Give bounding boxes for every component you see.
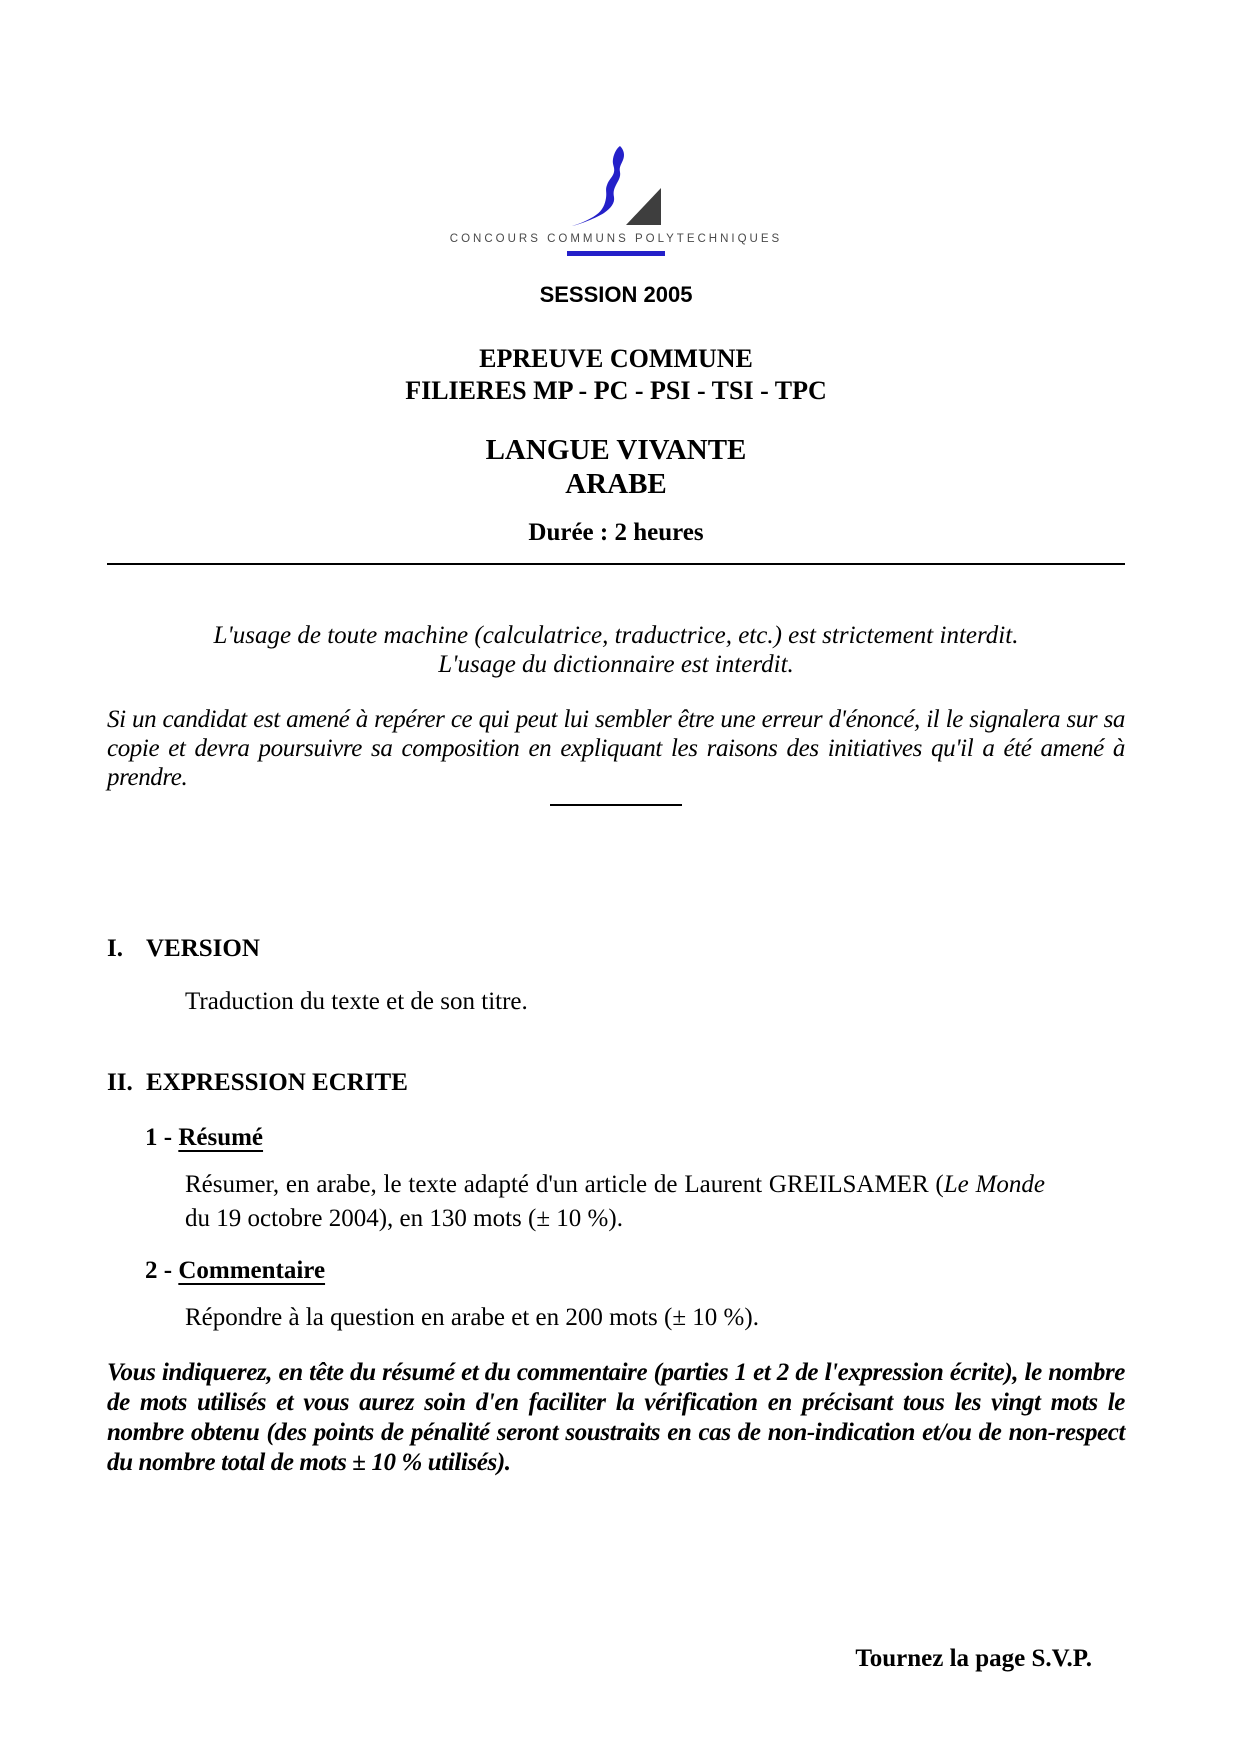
machine-notice-line: L'usage de toute machine (calculatrice, traductrice, etc.) est strictement interdit.: [213, 622, 1019, 649]
resume-number-prefix: 1 -: [145, 1124, 179, 1151]
section-version-heading: [107, 934, 1125, 963]
commentaire-subheading: [107, 1256, 1125, 1285]
filieres-line: FILIERES MP - PC - PSI - TSI - TPC: [405, 376, 827, 405]
small-divider: [550, 804, 682, 806]
resume-text-start: Résumer, en arabe, le texte adapté d'un article de Laurent GREILSAMER (: [185, 1171, 944, 1198]
subject-title-line1: LANGUE VIVANTE: [485, 434, 747, 466]
resume-text-end: du 19 octobre 2004), en 130 mots (± 10 %).: [185, 1205, 623, 1232]
section-expression-title: EXPRESSION ECRITE: [146, 1069, 408, 1096]
logo-blue-underline: [567, 251, 665, 256]
commentaire-instruction: Répondre à la question en arabe et en 200 mots (± 10 %).: [185, 1304, 759, 1331]
ccp-logo-caption: CONCOURS COMMUNS POLYTECHNIQUES: [449, 233, 783, 245]
duration-line: Durée : 2 heures: [528, 519, 704, 546]
epreuve-title: EPREUVE COMMUNE: [479, 344, 753, 373]
section-version-title: VERSION: [146, 935, 260, 962]
usage-notice: [107, 621, 1125, 679]
turn-page-note: Tournez la page S.V.P.: [855, 1645, 1092, 1672]
dictionary-notice-line: L'usage du dictionnaire est interdit.: [438, 651, 794, 678]
commentaire-label: Commentaire: [178, 1257, 326, 1284]
error-notice: Si un candidat est amené à repérer ce qui peut lui sembler être une erreur d'énoncé, il le signalera sur sa copie et devra poursuivre sa composition en expliquant les raisons des initiatives qu'il a été amené à prendre.: [107, 706, 1125, 791]
resume-subheading: [107, 1123, 1125, 1152]
resume-instruction: [107, 1168, 1045, 1236]
logo-triangle: [626, 188, 661, 225]
section-expression-heading: [107, 1068, 1125, 1097]
resume-label: Résumé: [178, 1124, 264, 1151]
word-count-notice: Vous indiquerez, en tête du résumé et du commentaire (parties 1 et 2 de l'expression écrite), le nombre de mots utilisés et vous aurez soin d'en faciliter la vérification en précisant tous les vingt mots le nombre obtenu (des points de pénalité seront soustraits en cas de non-indication et/ou de non-respect du nombre total de mots ± 10 % utilisés).: [107, 1359, 1125, 1476]
ccp-logo: [569, 146, 664, 226]
horizontal-rule: [107, 563, 1125, 565]
session-title: SESSION 2005: [539, 282, 693, 307]
ccp-logo-block: [107, 0, 1125, 256]
section-expression-numeral: II.: [107, 1069, 133, 1096]
section-version-numeral: I.: [107, 935, 123, 962]
logo-flame-shape: [572, 146, 624, 226]
version-instruction: Traduction du texte et de son titre.: [185, 988, 528, 1015]
subject-title-line2: ARABE: [565, 468, 667, 500]
le-monde-italic: Le Monde: [943, 1171, 1046, 1198]
commentaire-number-prefix: 2 -: [145, 1257, 179, 1284]
